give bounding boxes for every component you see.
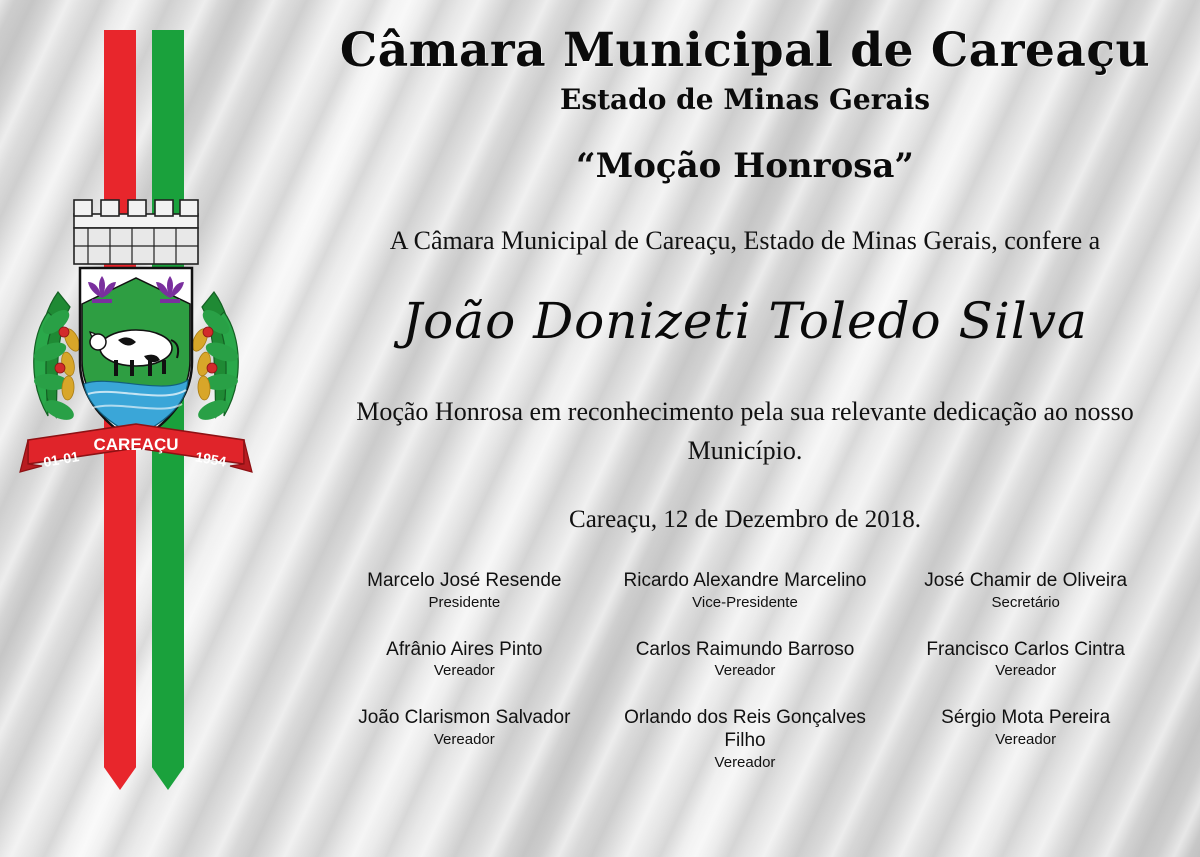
signatory-role: Vereador (995, 730, 1057, 748)
signatory (324, 639, 605, 681)
signatory-role: Vereador (995, 662, 1057, 680)
signatory-role: Vereador (433, 730, 495, 748)
signatory-name: Marcelo José Resende (367, 570, 562, 592)
page-title: Câmara Municipal de Careaçu (339, 23, 1151, 78)
signatory-name: José Chamir de Oliveira (924, 570, 1128, 592)
signatory-name: Orlando dos Reis Gonçalves Filho (624, 706, 866, 751)
award-title: “Moção Honrosa” (576, 146, 914, 187)
signatory (324, 570, 605, 612)
place-and-date: Careaçu, 12 de Dezembro de 2018. (569, 506, 921, 534)
signatories-grid (300, 570, 1190, 772)
emblem-city-motto: CAREAÇU (93, 435, 179, 454)
signatory (885, 707, 1166, 772)
honoree-name: João Donizeti Toledo Silva (402, 292, 1088, 351)
certificate-content (300, 0, 1190, 857)
signatory-role: Vice-Presidente (692, 594, 798, 612)
confers-line: A Câmara Municipal de Careaçu, Estado de Minas Gerais, confere a (389, 226, 1101, 256)
signatory (605, 639, 886, 681)
coat-of-arms-icon (18, 172, 253, 502)
signatory-name: João Clarismon Salvador (358, 706, 571, 728)
emblem-area (18, 22, 318, 822)
emblem-date-right: 1954 (194, 448, 228, 470)
signatory-role: Secretário (991, 594, 1060, 612)
signatory-role: Presidente (428, 594, 501, 612)
signatory-role: Vereador (714, 753, 776, 771)
signatory-name: Afrânio Aires Pinto (386, 638, 543, 660)
reason-text: Moção Honrosa em reconhecimento pela sua relevante dedicação ao nosso Município. (356, 397, 1134, 466)
signatory-name: Francisco Carlos Cintra (926, 638, 1125, 660)
emblem-date-left: 01-01 (42, 448, 81, 471)
signatory-name: Sérgio Mota Pereira (941, 706, 1111, 728)
page-subtitle: Estado de Minas Gerais (560, 83, 930, 117)
signatory (885, 639, 1166, 681)
signatory-role: Vereador (714, 662, 776, 680)
signatory-name: Ricardo Alexandre Marcelino (623, 570, 867, 592)
signatory-name: Carlos Raimundo Barroso (635, 638, 855, 660)
signatory (605, 570, 886, 612)
signatory-role: Vereador (433, 662, 495, 680)
signatory (885, 570, 1166, 612)
signatory (324, 707, 605, 772)
signatory (605, 707, 886, 772)
